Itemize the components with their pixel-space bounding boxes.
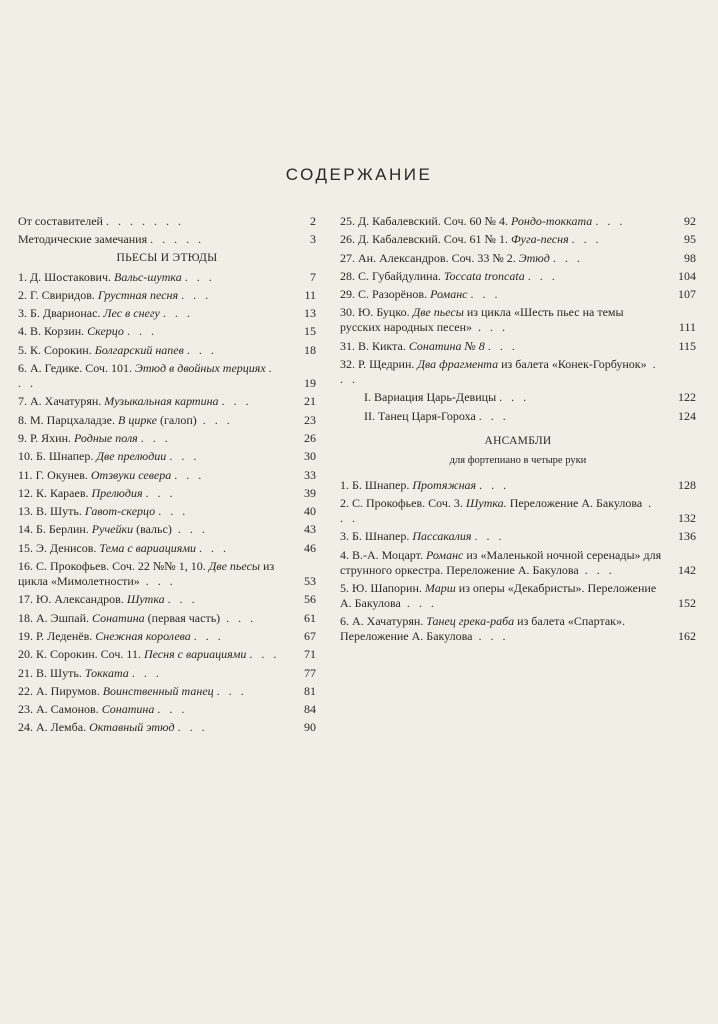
entry-work: Две пьесы bbox=[208, 559, 261, 574]
entry-number: 17. bbox=[18, 592, 33, 607]
entry-author: А. Хачатурян. bbox=[352, 614, 424, 629]
entry-author: Ю. Буцко. bbox=[358, 305, 410, 320]
toc-entry: 28. С. Губайдулина. Toccata troncata . . . 104 bbox=[340, 268, 696, 283]
toc-entry: 6. А. Гедике. Соч. 101. Этюд в двойных терциях . . . 19 bbox=[18, 361, 316, 391]
page-number: 46 bbox=[304, 540, 316, 555]
toc-entry: 23. А. Самонов. Сонатина . . . 84 bbox=[18, 702, 316, 717]
entry-number: 2. bbox=[18, 287, 27, 302]
entry-author: Р. Щедрин. bbox=[358, 357, 415, 372]
entry-number: 8. bbox=[18, 412, 27, 427]
entry-work: Музыкальная картина bbox=[104, 394, 219, 409]
entry-number: 6. bbox=[340, 614, 349, 629]
entry-number: 13. bbox=[18, 504, 33, 519]
entry-author: Ю. Александров. bbox=[36, 592, 124, 607]
entry-author: К. Сорокин. bbox=[30, 342, 92, 357]
entry-extra: из цикла «Шесть пьес на темы русских народных песен» bbox=[340, 305, 624, 335]
entry-extra: (первая часть) bbox=[147, 610, 221, 625]
entry-extra: из оперы «Декабристы». Переложение А. Бакулова bbox=[340, 580, 657, 610]
toc-entry: 9. Р. Яхин. Родные поля . . . 26 bbox=[18, 430, 316, 445]
page-number: 111 bbox=[678, 320, 696, 335]
page-number: 53 bbox=[304, 574, 316, 589]
entry-number: 3. bbox=[18, 306, 27, 321]
page-number: 30 bbox=[304, 449, 316, 464]
toc-entry: 15. Э. Денисов. Тема с вариациями . . . 46 bbox=[18, 540, 316, 555]
entry-number: 27. bbox=[340, 250, 355, 265]
entry-number: 2. bbox=[340, 495, 349, 510]
entry-number: 25. bbox=[340, 214, 355, 228]
entry-work: Родные поля bbox=[74, 430, 138, 445]
entry-number: 20. bbox=[18, 647, 33, 662]
page-number: 33 bbox=[304, 467, 316, 482]
entry-work: Этюд bbox=[518, 250, 550, 265]
toc-entry: 25. Д. Кабалевский. Соч. 60 № 4. Рондо-токката . . . 92 bbox=[340, 214, 696, 228]
page-number: 15 bbox=[304, 324, 316, 339]
entry-number: 12. bbox=[18, 485, 33, 500]
page-number: 162 bbox=[678, 629, 696, 644]
entry-number: 22. bbox=[18, 683, 33, 698]
entry-author: С. Прокофьев. Соч. 3. bbox=[352, 495, 463, 510]
entry-number: 26. bbox=[340, 232, 355, 247]
entry-author: К. Караев. bbox=[36, 485, 89, 500]
entry-work: Сонатина bbox=[101, 702, 155, 717]
entry-text: II. Танец Царя-Гороха bbox=[364, 408, 476, 423]
toc-left-column bbox=[18, 214, 316, 739]
toc-entry: 22. А. Пирумов. Воинственный танец . . . 81 bbox=[18, 683, 316, 698]
page-number: 107 bbox=[678, 287, 696, 302]
page-number: 104 bbox=[678, 268, 696, 283]
toc-front-entry: Методические замечания . . . . . 3 bbox=[18, 232, 316, 247]
entry-work: Танец грека-раба bbox=[426, 614, 515, 629]
page-number: 142 bbox=[678, 562, 696, 577]
entry-number: 23. bbox=[18, 702, 33, 717]
entry-work: Гавот-скерцо bbox=[84, 504, 156, 519]
page-title: СОДЕРЖАНИЕ bbox=[285, 165, 433, 184]
entry-author: А. Эшпай. bbox=[36, 610, 89, 625]
toc-right-column bbox=[340, 214, 696, 647]
toc-entry: 2. Г. Свиридов. Грустная песня . . . 11 bbox=[18, 287, 316, 302]
entry-author: А. Самонов. bbox=[36, 702, 99, 717]
entry-work: Песня с вариациями bbox=[143, 647, 247, 662]
entry-number: 5. bbox=[340, 580, 349, 595]
toc-entry: 13. В. Шуть. Гавот-скерцо . . . 40 bbox=[18, 504, 316, 519]
page-number: 152 bbox=[678, 595, 696, 610]
toc-entry: 31. В. Кикта. Сонатина № 8 . . . 115 bbox=[340, 338, 696, 353]
entry-extra: из «Маленькой ночной серенады» для струнного оркестра. Переложение А. Бакулова bbox=[340, 547, 662, 577]
entry-number: 29. bbox=[340, 287, 355, 302]
toc-entry: 2. С. Прокофьев. Соч. 3. Шутка. Переложение А. Бакулова . . . 132 bbox=[340, 495, 696, 525]
toc-entry: 18. А. Эшпай. Сонатина (первая часть) . . . 61 bbox=[18, 610, 316, 625]
page-number: 21 bbox=[304, 394, 316, 409]
page-number: 26 bbox=[304, 430, 316, 445]
entry-text: I. Вариация Царь-Девицы bbox=[364, 390, 497, 405]
entry-author: Д. Шостакович. bbox=[30, 269, 111, 284]
entry-work: В цирке bbox=[118, 412, 157, 427]
entry-author: А. Хачатурян. bbox=[30, 394, 102, 409]
entry-work: Этюд в двойных терциях bbox=[134, 361, 266, 376]
entry-work: Рондо-токката bbox=[510, 214, 593, 228]
entry-number: 6. bbox=[18, 361, 27, 376]
toc-entry: 32. Р. Щедрин. Два фрагмента из балета «Конек-Горбунок» . . . bbox=[340, 357, 659, 387]
toc-entry: 30. Ю. Буцко. Две пьесы из цикла «Шесть пьес на темы русских народных песен» . . . 111 bbox=[340, 305, 696, 335]
entry-number: 9. bbox=[18, 430, 27, 445]
entry-author: В. Кикта. bbox=[358, 338, 406, 353]
entry-number: 15. bbox=[18, 540, 33, 555]
page-number: 39 bbox=[304, 485, 316, 500]
toc-entry: 1. Б. Шнапер. Протяжная . . . 128 bbox=[340, 477, 696, 492]
toc-entry: 27. Ан. Александров. Соч. 33 № 2. Этюд . . . 98 bbox=[340, 250, 696, 265]
page-number: 23 bbox=[304, 412, 316, 427]
page-number: 2 bbox=[310, 214, 316, 228]
entry-number: 1. bbox=[18, 269, 27, 284]
entry-work: Сонатина bbox=[92, 610, 145, 625]
page-number: 61 bbox=[304, 610, 316, 625]
entry-number: 18. bbox=[18, 610, 33, 625]
entry-number: 14. bbox=[18, 522, 33, 537]
entry-work: Октавный этюд bbox=[89, 720, 175, 735]
page-number: 128 bbox=[678, 477, 696, 492]
page-number: 19 bbox=[304, 376, 316, 391]
page-number: 7 bbox=[310, 269, 316, 284]
toc-entry: 11. Г. Окунев. Отзвуки севера . . . 33 bbox=[18, 467, 316, 482]
entry-author: В. Шуть. bbox=[36, 504, 82, 519]
page-number: 84 bbox=[304, 702, 316, 717]
entry-number: 16. bbox=[18, 559, 33, 574]
page-number: 43 bbox=[304, 522, 316, 537]
entry-author: Г. Окунев. bbox=[35, 467, 88, 482]
entry-work: Вальс-шутка bbox=[113, 269, 182, 284]
entry-extra: (вальс) bbox=[136, 522, 172, 537]
entry-work: Болгарский напев bbox=[94, 342, 184, 357]
page-number: 92 bbox=[684, 214, 696, 228]
entry-work: Сонатина № 8 bbox=[408, 338, 485, 353]
entry-author: Э. Денисов. bbox=[36, 540, 97, 555]
toc-front-entry: От составителей . . . . . . . 2 bbox=[18, 214, 316, 228]
page-number: 56 bbox=[304, 592, 316, 607]
entry-author: Р. Леденёв. bbox=[36, 628, 93, 643]
page-number: 11 bbox=[304, 287, 316, 302]
toc-entry: 10. Б. Шнапер. Две прелюдии . . . 30 bbox=[18, 449, 316, 464]
entry-number: 4. bbox=[340, 547, 349, 562]
entry-author: С. Разорёнов. bbox=[358, 287, 428, 302]
toc-sub-entry: II. Танец Царя-Гороха . . . 124 bbox=[364, 408, 696, 423]
entry-author: К. Сорокин. Соч. 11. bbox=[36, 647, 141, 662]
entry-author: Ан. Александров. Соч. 33 № 2. bbox=[358, 250, 516, 265]
toc-entry: 7. А. Хачатурян. Музыкальная картина . . . 21 bbox=[18, 394, 316, 409]
toc-entry: 16. С. Прокофьев. Соч. 22 №№ 1, 10. Две пьесы из цикла «Мимолетности» . . . 53 bbox=[18, 559, 316, 589]
entry-work: Два фрагмента bbox=[417, 357, 499, 372]
entry-work: Воинственный танец bbox=[102, 683, 214, 698]
entry-author: Б. Дварионас. bbox=[30, 306, 101, 321]
toc-entry: 24. А. Лемба. Октавный этюд . . . 90 bbox=[18, 720, 316, 735]
entry-author: А. Пирумов. bbox=[36, 683, 100, 698]
entry-number: 1. bbox=[340, 477, 349, 492]
entry-number: 31. bbox=[340, 338, 355, 353]
page-number: 98 bbox=[684, 250, 696, 265]
entry-text: Методические замечания bbox=[18, 232, 148, 247]
entry-author: В. Корзин. bbox=[30, 324, 85, 339]
entry-extra: Переложение А. Бакулова bbox=[509, 495, 643, 510]
page-number: 90 bbox=[304, 720, 316, 735]
entry-author: В. Шуть. bbox=[36, 665, 82, 680]
entry-work: Фуга-песня bbox=[510, 232, 569, 247]
entry-author: Б. Шнапер. bbox=[352, 529, 410, 544]
entry-extra: из балета «Спартак». Переложение А. Бакулова bbox=[340, 614, 626, 644]
page-number: 115 bbox=[678, 338, 696, 353]
page-number: 67 bbox=[304, 628, 316, 643]
entry-author: Б. Шнапер. bbox=[352, 477, 410, 492]
page-number: 71 bbox=[304, 647, 316, 662]
toc-entry: 5. К. Сорокин. Болгарский напев . . . 18 bbox=[18, 342, 316, 357]
page-number: 13 bbox=[304, 306, 316, 321]
entry-author: В.-А. Моцарт. bbox=[352, 547, 423, 562]
entry-work: Тема с вариациями bbox=[99, 540, 197, 555]
entry-work: Протяжная bbox=[412, 477, 477, 492]
entry-work: Романс bbox=[430, 287, 468, 302]
entry-author: Р. Яхин. bbox=[30, 430, 72, 445]
page-number: 124 bbox=[678, 408, 696, 423]
section-title: АНСАМБЛИ bbox=[484, 434, 552, 447]
entry-author: А. Гедике. Соч. 101. bbox=[30, 361, 132, 376]
entry-number: 5. bbox=[18, 342, 27, 357]
entry-author: С. Прокофьев. Соч. 22 №№ 1, 10. bbox=[36, 559, 206, 574]
entry-author: Д. Кабалевский. Соч. 61 № 1. bbox=[358, 232, 508, 247]
entry-work: Лес в снегу bbox=[103, 306, 160, 321]
entry-work: Ручейки bbox=[91, 522, 134, 537]
entry-number: 7. bbox=[18, 394, 27, 409]
section-subtitle: для фортепиано в четыре руки bbox=[449, 454, 587, 466]
entry-extra: из цикла «Мимолетности» bbox=[18, 559, 275, 589]
entry-work: Шутка. bbox=[465, 495, 507, 510]
entry-number: 10. bbox=[18, 449, 33, 464]
entry-work: Романс bbox=[425, 547, 464, 562]
toc-entry: 5. Ю. Шапорин. Марш из оперы «Декабристы». Переложение А. Бакулова . . . 152 bbox=[340, 580, 696, 610]
entry-extra: (галоп) bbox=[159, 412, 197, 427]
page-number: 77 bbox=[304, 665, 316, 680]
entry-author: С. Губайдулина. bbox=[358, 268, 441, 283]
toc-entry: 1. Д. Шостакович. Вальс-шутка . . . 7 bbox=[18, 269, 316, 284]
toc-entry: 19. Р. Леденёв. Снежная королева . . . 67 bbox=[18, 628, 316, 643]
page-number: 40 bbox=[304, 504, 316, 519]
toc-entry: 3. Б. Дварионас. Лес в снегу . . . 13 bbox=[18, 306, 316, 321]
entry-author: Ю. Шапорин. bbox=[352, 580, 422, 595]
entry-work: Скерцо bbox=[87, 324, 124, 339]
toc-entry: 6. А. Хачатурян. Танец грека-раба из балета «Спартак». Переложение А. Бакулова . . . 162 bbox=[340, 614, 696, 644]
entry-author: Г. Свиридов. bbox=[30, 287, 95, 302]
entry-number: 4. bbox=[18, 324, 27, 339]
entry-number: 24. bbox=[18, 720, 33, 735]
entry-author: Б. Берлин. bbox=[36, 522, 89, 537]
page-number: 81 bbox=[304, 683, 316, 698]
entry-number: 21. bbox=[18, 665, 33, 680]
entry-work: Прелюдия bbox=[91, 485, 143, 500]
toc-entry: 3. Б. Шнапер. Пассакалия . . . 136 bbox=[340, 529, 696, 544]
toc-entry: 26. Д. Кабалевский. Соч. 61 № 1. Фуга-песня . . . 95 bbox=[340, 232, 696, 247]
entry-author: А. Лемба. bbox=[36, 720, 87, 735]
entry-work: Грустная песня bbox=[97, 287, 179, 302]
toc-entry: 12. К. Караев. Прелюдия . . . 39 bbox=[18, 485, 316, 500]
entry-author: Б. Шнапер. bbox=[36, 449, 94, 464]
entry-work: Пассакалия bbox=[412, 529, 472, 544]
entry-number: 30. bbox=[340, 305, 355, 320]
toc-entry: 8. М. Парцхаладзе. В цирке (галоп) . . . 23 bbox=[18, 412, 316, 427]
toc-entry: 21. В. Шуть. Токката . . . 77 bbox=[18, 665, 316, 680]
entry-work: Две прелюдии bbox=[96, 449, 167, 464]
toc-entry: 14. Б. Берлин. Ручейки (вальс) . . . 43 bbox=[18, 522, 316, 537]
entry-author: М. Парцхаладзе. bbox=[30, 412, 115, 427]
entry-number: 28. bbox=[340, 268, 355, 283]
entry-extra: из балета «Конек-Горбунок» bbox=[501, 357, 647, 372]
page-number: 18 bbox=[304, 342, 316, 357]
entry-work: Марш bbox=[424, 580, 456, 595]
entry-work: Токката bbox=[84, 665, 129, 680]
toc-entry: 4. В. Корзин. Скерцо . . . 15 bbox=[18, 324, 316, 339]
toc-sub-entry: I. Вариация Царь-Девицы . . . 122 bbox=[364, 390, 696, 405]
section-title: ПЬЕСЫ И ЭТЮДЫ bbox=[116, 251, 218, 264]
toc-entry: 17. Ю. Александров. Шутка . . . 56 bbox=[18, 592, 316, 607]
entry-number: 19. bbox=[18, 628, 33, 643]
entry-work: Отзвуки севера bbox=[90, 467, 172, 482]
entry-work: Снежная королева bbox=[95, 628, 191, 643]
toc-entry: 4. В.-А. Моцарт. Романс из «Маленькой ночной серенады» для струнного оркестра. Переложение А. Бакулова . . . 142 bbox=[340, 547, 696, 577]
entry-number: 32. bbox=[340, 357, 355, 372]
entry-work: Toccata troncata bbox=[443, 268, 525, 283]
page-number: 136 bbox=[678, 529, 696, 544]
entry-text: От составителей bbox=[18, 214, 103, 228]
page-number: 132 bbox=[678, 510, 696, 525]
entry-author: Д. Кабалевский. Соч. 60 № 4. bbox=[358, 214, 508, 228]
toc-entry: 29. С. Разорёнов. Романс . . . 107 bbox=[340, 287, 696, 302]
page-number: 95 bbox=[684, 232, 696, 247]
entry-work: Шутка bbox=[126, 592, 165, 607]
toc-entry: 20. К. Сорокин. Соч. 11. Песня с вариациями . . . 71 bbox=[18, 647, 316, 662]
page-number: 3 bbox=[310, 232, 316, 247]
page-number: 122 bbox=[678, 390, 696, 405]
entry-work: Две пьесы bbox=[412, 305, 464, 320]
entry-number: 11. bbox=[18, 467, 33, 482]
entry-number: 3. bbox=[340, 529, 349, 544]
